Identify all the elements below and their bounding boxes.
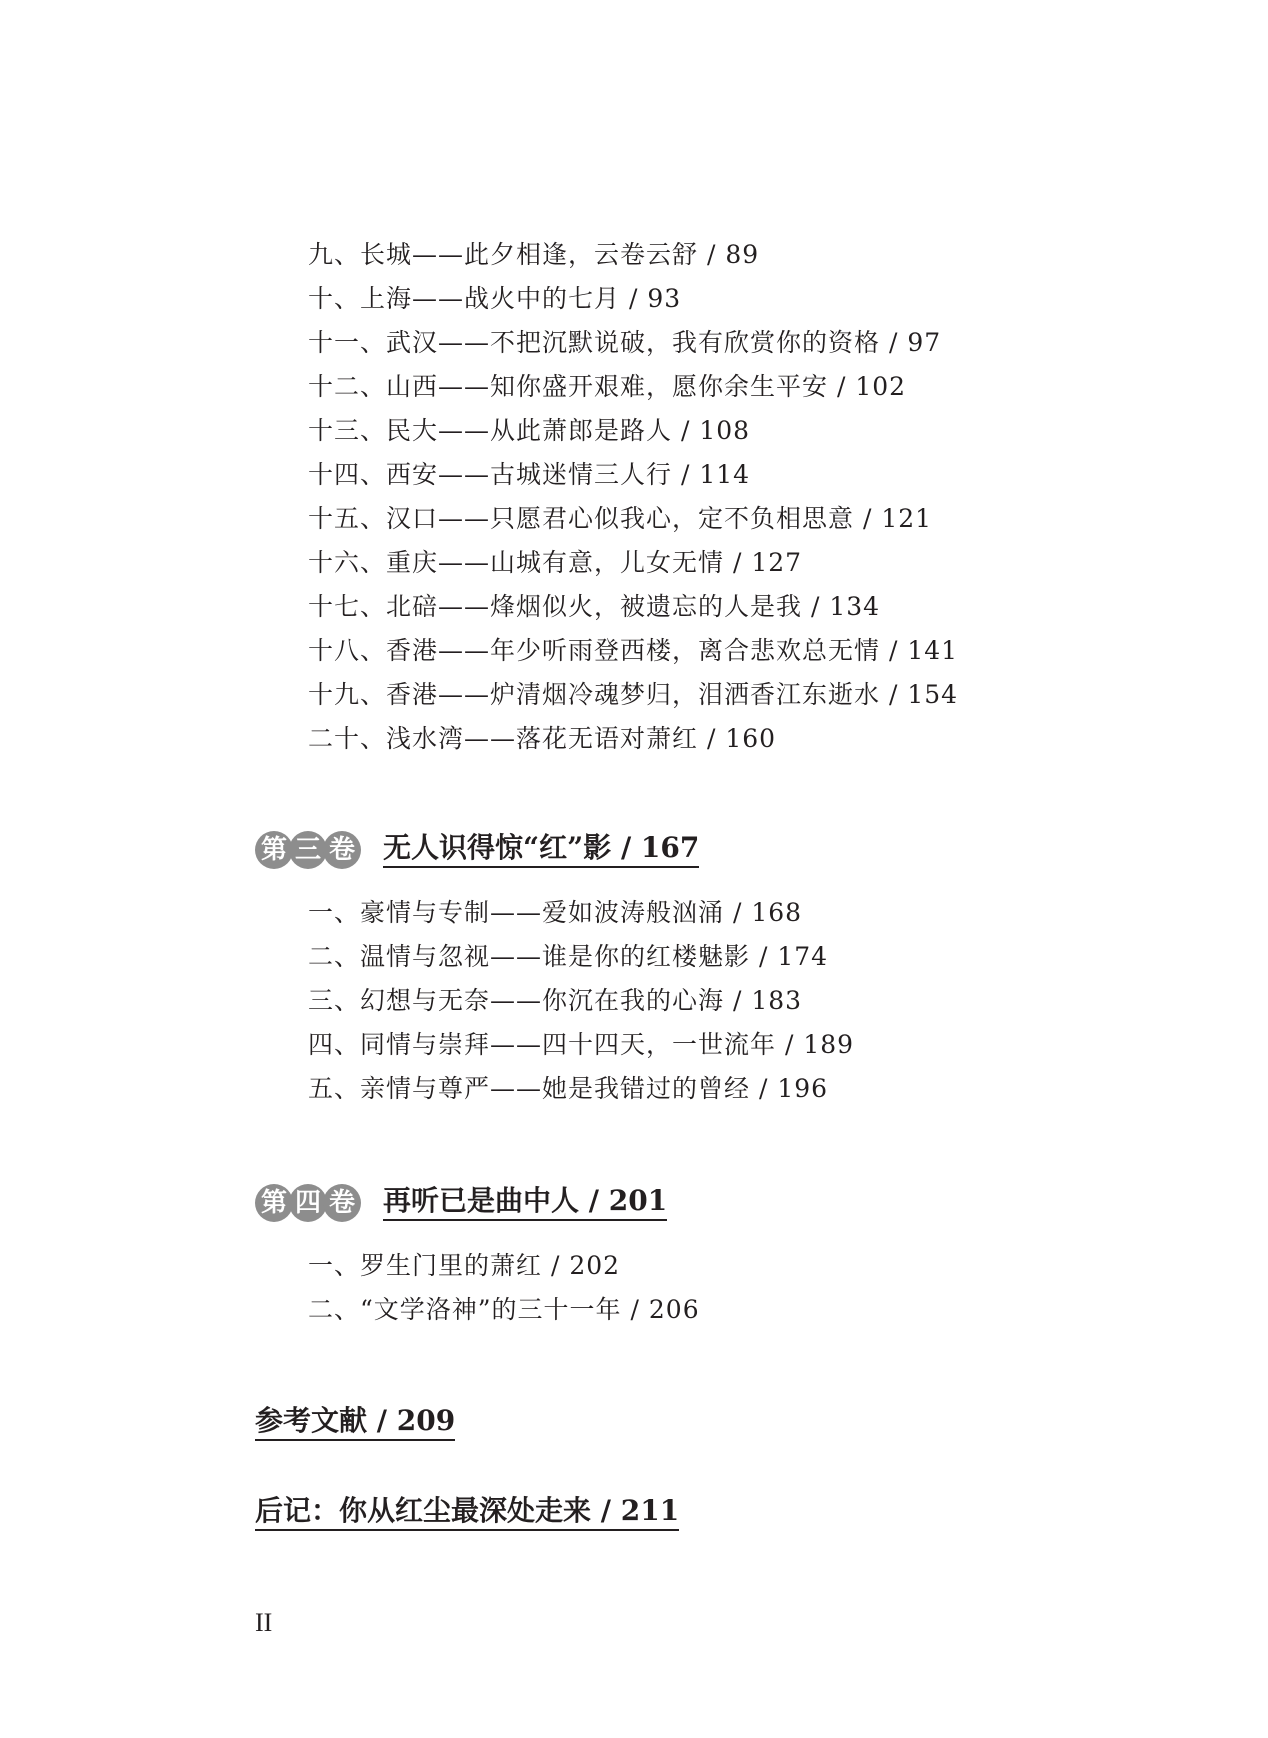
toc-entry: 一、罗生门里的萧红 / 202 bbox=[308, 1251, 621, 1280]
badge-char: 第 bbox=[255, 831, 293, 869]
volume-4-header bbox=[255, 1181, 667, 1225]
toc-entry: 十四、西安——古城迷情三人行 / 114 bbox=[308, 460, 751, 489]
toc-entry: 十七、北碚——烽烟似火，被遗忘的人是我 / 134 bbox=[308, 592, 881, 621]
toc-entry: 三、幻想与无奈——你沉在我的心海 / 183 bbox=[308, 986, 803, 1015]
toc-entry: 十五、汉口——只愿君心似我心，定不负相思意 / 121 bbox=[308, 504, 933, 533]
volume-3-header bbox=[255, 828, 699, 872]
toc-entry: 十九、香港——炉清烟冷魂梦归，泪洒香江东逝水 / 154 bbox=[308, 680, 959, 709]
badge-char: 卷 bbox=[323, 831, 361, 869]
toc-entry: 二、“文学洛神”的三十一年 / 206 bbox=[308, 1295, 700, 1324]
badge-char: 四 bbox=[289, 1184, 327, 1222]
toc-entry: 十六、重庆——山城有意，儿女无情 / 127 bbox=[308, 548, 803, 577]
toc-entry: 十一、武汉——不把沉默说破，我有欣赏你的资格 / 97 bbox=[308, 328, 942, 357]
volume-3-badge bbox=[255, 831, 357, 869]
badge-char: 第 bbox=[255, 1184, 293, 1222]
volume-4-title: 再听已是曲中人 / 201 bbox=[383, 1185, 667, 1221]
volume-3-title: 无人识得惊“红”影 / 167 bbox=[383, 832, 699, 868]
toc-entry: 十、上海——战火中的七月 / 93 bbox=[308, 284, 682, 313]
page-number: II bbox=[255, 1608, 273, 1637]
toc-entry: 二十、浅水湾——落花无语对萧红 / 160 bbox=[308, 724, 777, 753]
badge-char: 卷 bbox=[323, 1184, 361, 1222]
afterword-heading: 后记：你从红尘最深处走来 / 211 bbox=[255, 1495, 679, 1531]
toc-entry: 一、豪情与专制——爱如波涛般汹涌 / 168 bbox=[308, 898, 803, 927]
badge-char: 三 bbox=[289, 831, 327, 869]
references-heading: 参考文献 / 209 bbox=[255, 1405, 455, 1441]
volume-4-badge bbox=[255, 1184, 357, 1222]
toc-entry: 五、亲情与尊严——她是我错过的曾经 / 196 bbox=[308, 1074, 829, 1103]
toc-entry: 九、长城——此夕相逢，云卷云舒 / 89 bbox=[308, 240, 760, 269]
toc-entry: 四、同情与崇拜——四十四天，一世流年 / 189 bbox=[308, 1030, 855, 1059]
toc-entry: 十三、民大——从此萧郎是路人 / 108 bbox=[308, 416, 751, 445]
toc-entry: 十二、山西——知你盛开艰难，愿你余生平安 / 102 bbox=[308, 372, 907, 401]
toc-entry: 十八、香港——年少听雨登西楼，离合悲欢总无情 / 141 bbox=[308, 636, 959, 665]
toc-entry: 二、温情与忽视——谁是你的红楼魅影 / 174 bbox=[308, 942, 829, 971]
